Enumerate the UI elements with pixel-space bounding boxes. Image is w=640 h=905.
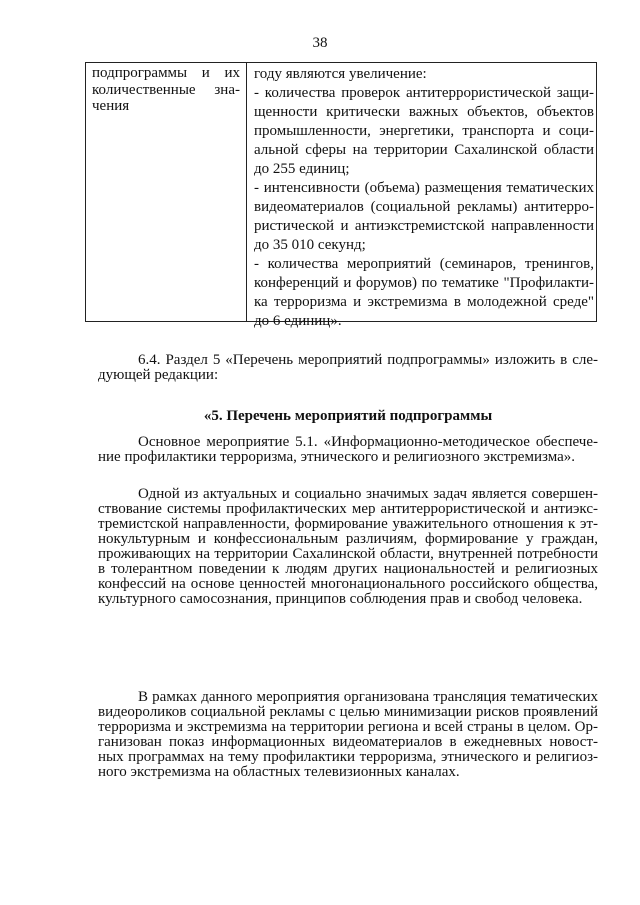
text-line: - количества проверок антитеррористической защи- [254,85,594,101]
text-line: в толерантном поведении к людям других национальностей и религиозных [98,561,598,577]
text-line: подпрограммы и их [92,65,240,81]
text-line: Одной из актуальных и социально значимых задач является совершен- [138,486,598,502]
text-line: до 255 единиц; [254,161,350,177]
text-line: конфессий на основе ценностей многонационального российского общества, [98,576,598,592]
text-line: ганизован показ информационных видеоматериалов в ежедневных новост- [98,734,598,750]
text-line: 6.4. Раздел 5 «Перечень мероприятий подпрограммы» изложить в сле- [138,352,598,368]
text-line: дующей редакции: [98,367,219,383]
table-column-divider [246,63,247,321]
text-line: ристической и антиэкстремистской направленности [254,218,594,234]
text-line: ка терроризма и экстремизма в молодежной среде" [254,294,594,310]
text-line: конференций и форумов) по тематике "Профилакти- [254,275,594,291]
text-line: видеороликов социальной рекламы с целью минимизации рисков проявлений [98,704,598,720]
goals-table [85,62,597,329]
text-line: тремистской направленности, формирование уважительного отношения к эт- [98,516,598,532]
text-line: терроризма и экстремизма на территории региона и всей страны в целом. Ор- [98,719,598,735]
text-line: ние профилактики терроризма, этнического и религиозного экстремизма». [98,449,575,465]
text-line: промышленности, энергетики, транспорта и соци- [254,123,594,139]
text-line: культурного самосознания, принципов соблюдения прав и свобод человека. [98,591,583,607]
text-line: В рамках данного мероприятия организована трансляция тематических [138,689,598,705]
page-number: 38 [312,35,328,51]
paragraph-main-event [98,429,598,465]
section-intro [98,346,598,383]
table-right-cell [254,65,594,331]
text-line: до 35 010 секунд; [254,237,366,253]
text-line: - количества мероприятий (семинаров, тренингов, [254,256,594,272]
text-line: ного экстремизма на областных телевизионных каналах. [98,764,460,780]
text-line: ствование системы профилактических мер антитеррористической и антиэкс- [98,501,598,517]
paragraph-tasks [98,482,598,607]
text-line: щенности критически важных объектов, объектов [254,104,594,120]
table-left-cell [92,65,240,115]
text-line: нокультурным и конфессиональным различиям, формирование у граждан, [98,531,598,547]
paragraph-broadcast [98,684,598,780]
text-line: Основное мероприятие 5.1. «Информационно-методическое обеспече- [138,434,598,450]
text-line: количественные зна- [92,81,240,98]
text-line: до 6 единиц». [254,313,342,329]
text-line: году являются увеличение: [254,66,427,82]
section-heading: «5. Перечень мероприятий подпрограммы [203,408,493,424]
text-line: - интенсивности (объема) размещения тематических [254,180,594,196]
text-line: ных программах на тему профилактики терроризма, этнического и религиоз- [98,749,598,765]
text-line: проживающих на территории Сахалинской области, внутренней потребности [98,546,598,562]
text-line: альной сферы на территории Сахалинской области [254,142,594,158]
text-line: видеоматериалов (социальной рекламы) антитерро- [254,199,594,215]
text-line: чения [92,98,130,114]
